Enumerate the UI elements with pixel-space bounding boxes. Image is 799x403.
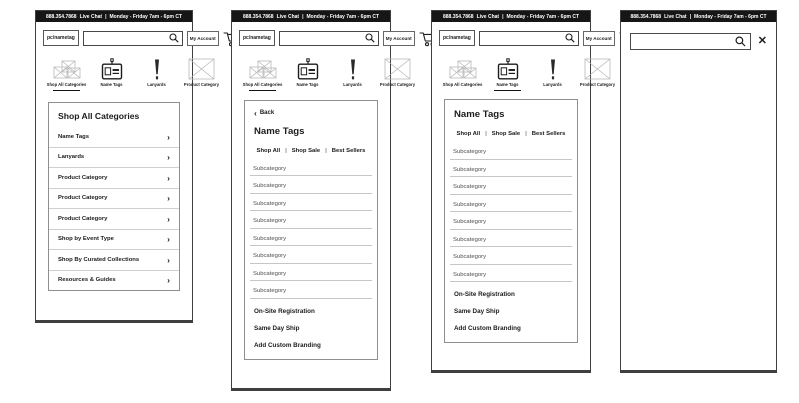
on-site-registration-link[interactable]: On-Site Registration xyxy=(454,291,515,298)
menu-item-label: Shop By Curated Collections xyxy=(58,256,140,263)
store-hours: Monday - Friday 7am - 6pm CT xyxy=(506,13,580,20)
lanyard-icon xyxy=(548,59,558,80)
subcategory-item[interactable]: Subcategory xyxy=(250,194,372,212)
back-link[interactable] xyxy=(245,101,377,120)
name-tags-panel xyxy=(444,99,578,343)
menu-item-shop-by-event-type[interactable] xyxy=(49,230,179,251)
site-header xyxy=(36,22,216,51)
nav-label: Lanyards xyxy=(343,82,362,87)
nav-item-name-tags[interactable] xyxy=(89,55,134,91)
subcategory-item[interactable]: Subcategory xyxy=(450,142,572,160)
topbar-separator: | xyxy=(105,13,107,20)
nav-item-shop-all-categories[interactable] xyxy=(240,55,285,91)
chevron-right-icon: › xyxy=(167,234,170,244)
search-input[interactable] xyxy=(635,37,735,46)
my-account-button[interactable]: My Account xyxy=(583,31,615,46)
subcategory-item[interactable]: Subcategory xyxy=(250,176,372,194)
stacked-images-icon xyxy=(53,59,81,80)
name-tags-panel xyxy=(244,100,378,360)
my-account-button[interactable]: My Account xyxy=(383,31,415,46)
pipe-separator: | xyxy=(525,131,527,137)
menu-item-label: Shop by Event Type xyxy=(58,236,114,243)
subcategory-item[interactable]: Subcategory xyxy=(450,230,572,248)
phone-number: 888.354.7868 xyxy=(442,13,474,20)
nav-label: Product Category xyxy=(379,82,416,87)
topbar-separator: | xyxy=(689,13,691,20)
chevron-right-icon: › xyxy=(167,254,170,265)
lanyard-icon xyxy=(152,59,162,80)
search-icon[interactable] xyxy=(735,36,746,47)
quick-links-row xyxy=(445,122,577,142)
menu-item-lanyards[interactable] xyxy=(49,148,179,169)
menu-item-curated-collections[interactable] xyxy=(49,250,179,271)
nav-item-shop-all-categories[interactable] xyxy=(440,55,485,91)
menu-item-resources-guides[interactable] xyxy=(49,271,179,291)
live-chat-link[interactable]: Live Chat xyxy=(276,13,300,20)
nav-label: Shop All Categories xyxy=(242,82,283,87)
shop-sale-link[interactable]: Shop Sale xyxy=(491,131,521,137)
name-badge-icon xyxy=(100,58,124,80)
phone-frame-name-tags xyxy=(431,10,616,373)
nav-item-product-category[interactable] xyxy=(375,55,420,91)
shop-all-link[interactable]: Shop All xyxy=(256,147,281,154)
site-header xyxy=(232,22,412,51)
chevron-right-icon: › xyxy=(167,152,170,162)
stacked-images-icon xyxy=(249,59,277,80)
logo[interactable]: pc/nametag xyxy=(439,30,475,46)
active-underline xyxy=(494,90,521,91)
phone-frame-name-tags-back xyxy=(231,10,416,391)
topbar-separator: | xyxy=(502,13,504,20)
nav-label: Lanyards xyxy=(147,82,166,87)
logo[interactable]: pc/nametag xyxy=(43,30,79,46)
topbar-separator: | xyxy=(302,13,304,20)
subcategory-item[interactable]: Subcategory xyxy=(250,229,372,247)
category-icon-nav xyxy=(36,51,224,91)
same-day-ship-link[interactable]: Same Day Ship xyxy=(454,308,500,315)
live-chat-link[interactable]: Live Chat xyxy=(79,13,103,20)
chevron-right-icon: › xyxy=(167,172,170,183)
active-underline xyxy=(53,90,80,91)
site-header xyxy=(432,22,612,51)
search-box[interactable] xyxy=(630,33,751,50)
subcategory-item[interactable]: Subcategory xyxy=(450,265,572,283)
search-icon[interactable] xyxy=(565,33,575,43)
chevron-right-icon: › xyxy=(167,193,170,203)
shop-sale-link[interactable]: Shop Sale xyxy=(291,147,321,154)
nav-label: Shop All Categories xyxy=(46,82,87,87)
nav-item-product-category[interactable] xyxy=(179,55,224,91)
subcategory-item[interactable]: Subcategory xyxy=(450,160,572,178)
menu-item-label: Product Category xyxy=(58,174,108,181)
top-info-bar xyxy=(621,11,776,22)
nav-item-name-tags[interactable] xyxy=(485,55,530,91)
add-custom-branding-link[interactable]: Add Custom Branding xyxy=(254,341,321,349)
logo[interactable]: pc/nametag xyxy=(239,30,275,46)
subcategory-item[interactable]: Subcategory xyxy=(450,247,572,265)
pipe-separator: | xyxy=(325,147,327,154)
chevron-right-icon: › xyxy=(167,213,170,224)
subcategory-item[interactable]: Subcategory xyxy=(250,159,372,177)
phone-frame-search-overlay xyxy=(620,10,777,373)
pipe-separator: | xyxy=(285,147,287,154)
menu-item-product-category[interactable] xyxy=(49,209,179,230)
chevron-left-icon: ‹ xyxy=(254,108,257,118)
lanyard-icon xyxy=(348,59,358,80)
best-sellers-link[interactable]: Best Sellers xyxy=(531,131,566,137)
nav-label: Name Tags xyxy=(496,82,519,87)
menu-item-label: Resources & Guides xyxy=(58,277,116,284)
pipe-separator: | xyxy=(485,131,487,137)
store-hours: Monday - Friday 7am - 6pm CT xyxy=(109,13,183,20)
menu-item-label: Product Category xyxy=(58,195,108,202)
top-info-bar xyxy=(432,11,590,22)
search-input[interactable] xyxy=(483,34,565,42)
nav-label: Name Tags xyxy=(100,82,123,87)
phone-number: 888.354.7868 xyxy=(45,13,77,20)
image-placeholder-icon xyxy=(384,58,411,80)
chevron-right-icon: › xyxy=(167,131,170,142)
search-box[interactable] xyxy=(479,31,579,46)
category-icon-nav xyxy=(432,51,622,91)
menu-item-name-tags[interactable] xyxy=(49,127,179,148)
subcategory-item[interactable]: Subcategory xyxy=(250,246,372,264)
on-site-registration-link[interactable]: On-Site Registration xyxy=(254,307,315,315)
live-chat-link[interactable]: Live Chat xyxy=(664,13,687,20)
menu-item-label: Name Tags xyxy=(58,133,89,140)
subcategory-item[interactable]: Subcategory xyxy=(450,195,572,213)
best-sellers-link[interactable]: Best Sellers xyxy=(331,147,366,154)
search-icon[interactable] xyxy=(365,33,375,43)
phone-number: 888.354.7868 xyxy=(630,13,662,20)
back-label: Back xyxy=(259,110,275,117)
store-hours: Monday - Friday 7am - 6pm CT xyxy=(694,13,767,20)
search-input[interactable] xyxy=(283,34,365,42)
name-badge-icon xyxy=(296,58,320,80)
menu-item-label: Lanyards xyxy=(58,154,85,161)
store-hours: Monday - Friday 7am - 6pm CT xyxy=(306,13,380,20)
shop-all-categories-panel xyxy=(48,102,180,291)
panel-title: Shop All Categories xyxy=(58,111,140,121)
image-placeholder-icon xyxy=(584,58,611,80)
top-info-bar xyxy=(36,11,192,22)
menu-item-product-category[interactable] xyxy=(49,189,179,210)
stacked-images-icon xyxy=(449,59,477,80)
nav-label: Shop All Categories xyxy=(442,82,483,87)
nav-item-name-tags[interactable] xyxy=(285,55,330,91)
nav-item-lanyards[interactable] xyxy=(330,55,375,91)
quick-links-row xyxy=(245,139,377,159)
shop-all-link[interactable]: Shop All xyxy=(456,131,481,137)
close-icon[interactable]: ✕ xyxy=(757,35,767,47)
add-custom-branding-link[interactable]: Add Custom Branding xyxy=(454,325,521,332)
search-box[interactable] xyxy=(83,31,183,46)
search-icon[interactable] xyxy=(169,33,179,43)
nav-item-product-category[interactable] xyxy=(575,55,620,91)
live-chat-link[interactable]: Live Chat xyxy=(476,13,500,20)
search-input[interactable] xyxy=(87,34,169,42)
subcategory-item[interactable]: Subcategory xyxy=(450,212,572,230)
menu-item-product-category[interactable] xyxy=(49,168,179,189)
menu-item-label: Product Category xyxy=(58,215,108,222)
nav-item-lanyards[interactable] xyxy=(134,55,179,91)
nav-label: Lanyards xyxy=(543,82,562,87)
phone-number: 888.354.7868 xyxy=(242,13,274,20)
image-placeholder-icon xyxy=(188,58,215,80)
search-box[interactable] xyxy=(279,31,379,46)
subcategory-item[interactable]: Subcategory xyxy=(250,211,372,229)
subcategory-item[interactable]: Subcategory xyxy=(450,177,572,195)
subcategory-item[interactable]: Subcategory xyxy=(250,281,372,299)
category-icon-nav xyxy=(232,51,422,91)
nav-item-shop-all-categories[interactable] xyxy=(44,55,89,91)
active-underline xyxy=(249,90,276,91)
nav-item-lanyards[interactable] xyxy=(530,55,575,91)
search-overlay-row xyxy=(621,22,776,61)
nav-label: Product Category xyxy=(183,82,220,87)
chevron-right-icon: › xyxy=(167,275,170,285)
my-account-button[interactable]: My Account xyxy=(187,31,219,46)
subcategory-item[interactable]: Subcategory xyxy=(250,264,372,282)
phone-frame-shop-all-menu xyxy=(35,10,220,323)
panel-title: Name Tags xyxy=(454,109,505,120)
nav-label: Product Category xyxy=(579,82,616,87)
nav-label: Name Tags xyxy=(296,82,319,87)
top-info-bar xyxy=(232,11,390,22)
same-day-ship-link[interactable]: Same Day Ship xyxy=(254,324,300,332)
name-badge-icon xyxy=(496,58,520,80)
panel-title: Name Tags xyxy=(254,125,305,137)
